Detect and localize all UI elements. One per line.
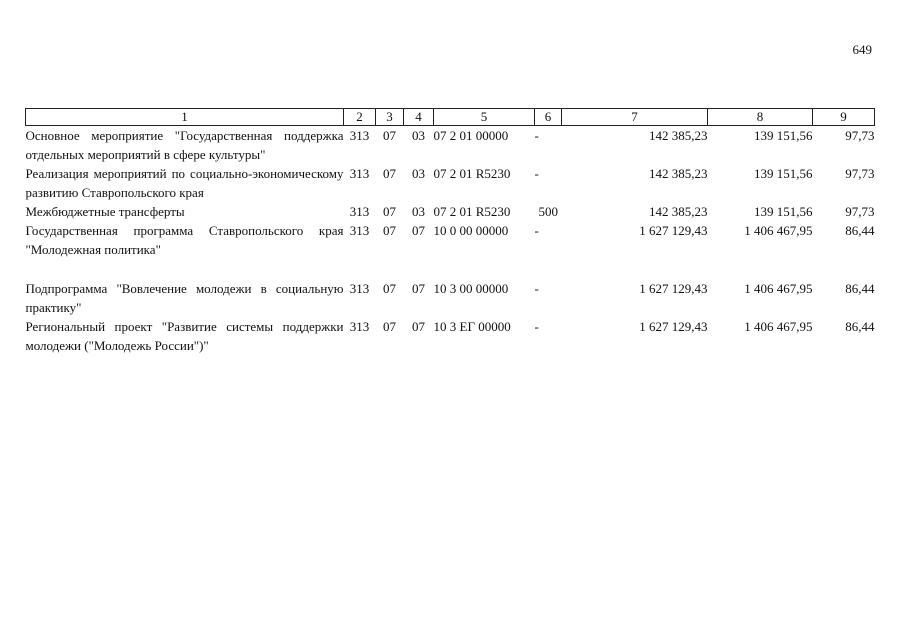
- table-row: [26, 279, 875, 317]
- row-cell: 139 151,56: [754, 204, 813, 219]
- column-header: 4: [404, 109, 434, 126]
- row-cell: 03: [412, 166, 425, 181]
- row-cell: 10 3 00 00000: [433, 281, 509, 296]
- row-cell: 313: [349, 166, 370, 181]
- row-cell: -: [534, 223, 539, 238]
- row-cell: 07 2 01 R5230: [433, 166, 511, 181]
- row-name: Региональный проект "Развитие системы поддержки молодежи ("Молодежь России")": [25, 319, 344, 353]
- row-name: Реализация мероприятий по социально-экономическому развитию Ставропольского края: [25, 166, 344, 200]
- row-cell: 97,73: [845, 204, 875, 219]
- row-name: Межбюджетные трансферты: [25, 204, 185, 219]
- row-cell: 142 385,23: [649, 128, 708, 143]
- row-cell: 03: [412, 204, 425, 219]
- row-cell: 1 406 467,95: [744, 281, 813, 296]
- table-row: [26, 202, 875, 221]
- row-cell: 313: [349, 223, 370, 238]
- row-cell: 10 3 ЕГ 00000: [433, 319, 511, 334]
- row-spacer: [26, 259, 875, 279]
- column-header: 1: [26, 109, 344, 126]
- row-cell: 86,44: [845, 281, 875, 296]
- table-row: [26, 317, 875, 355]
- row-cell: 142 385,23: [649, 204, 708, 219]
- row-cell: 139 151,56: [754, 166, 813, 181]
- table-header-row: [26, 109, 875, 126]
- column-header: 7: [562, 109, 708, 126]
- row-cell: 86,44: [845, 223, 875, 238]
- row-cell: 500: [538, 204, 558, 219]
- row-cell: 139 151,56: [754, 128, 813, 143]
- column-header: 5: [434, 109, 535, 126]
- row-cell: 07: [412, 223, 425, 238]
- row-cell: 313: [349, 204, 370, 219]
- row-cell: 07 2 01 R5230: [433, 204, 511, 219]
- row-cell: 313: [349, 319, 370, 334]
- row-cell: -: [534, 128, 539, 143]
- page-number: 649: [852, 42, 872, 57]
- row-name: Подпрограмма "Вовлечение молодежи в социальную практику": [25, 281, 344, 315]
- column-header: 8: [708, 109, 813, 126]
- column-header: 9: [813, 109, 875, 126]
- row-name: Государственная программа Ставропольского края "Молодежная политика": [25, 223, 344, 257]
- row-cell: 07: [383, 319, 396, 334]
- row-cell: 1 627 129,43: [639, 319, 708, 334]
- row-cell: 07: [383, 166, 396, 181]
- row-cell: 1 627 129,43: [639, 223, 708, 238]
- row-cell: -: [534, 281, 539, 296]
- row-cell: 142 385,23: [649, 166, 708, 181]
- row-cell: 07: [383, 281, 396, 296]
- row-cell: 86,44: [845, 319, 875, 334]
- table-row: [26, 126, 875, 165]
- row-cell: 97,73: [845, 166, 875, 181]
- row-name: Основное мероприятие "Государственная поддержка отдельных мероприятий в сфере культуры": [25, 128, 344, 162]
- row-cell: -: [534, 319, 539, 334]
- budget-table: [25, 108, 875, 355]
- row-cell: 03: [412, 128, 425, 143]
- row-cell: 07: [383, 204, 396, 219]
- row-cell: -: [534, 166, 539, 181]
- row-cell: 07: [412, 319, 425, 334]
- column-header: 6: [535, 109, 562, 126]
- row-cell: 07: [383, 128, 396, 143]
- row-cell: 07: [412, 281, 425, 296]
- row-cell: 313: [349, 128, 370, 143]
- column-header: 3: [376, 109, 404, 126]
- row-cell: 1 627 129,43: [639, 281, 708, 296]
- table-row: [26, 164, 875, 202]
- table-row: [26, 221, 875, 259]
- row-cell: 1 406 467,95: [744, 223, 813, 238]
- column-header: 2: [344, 109, 376, 126]
- row-cell: 1 406 467,95: [744, 319, 813, 334]
- row-cell: 313: [349, 281, 370, 296]
- row-cell: 97,73: [845, 128, 875, 143]
- row-cell: 10 0 00 00000: [433, 223, 509, 238]
- row-cell: 07 2 01 00000: [433, 128, 509, 143]
- row-cell: 07: [383, 223, 396, 238]
